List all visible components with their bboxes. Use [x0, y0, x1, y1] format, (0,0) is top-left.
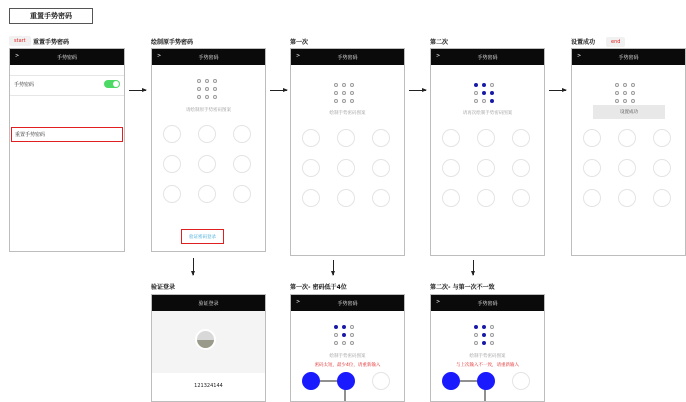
gesture-dot [334, 83, 338, 87]
gesture-dot [342, 91, 346, 95]
screen-second [430, 48, 545, 256]
screen-reset [9, 48, 125, 252]
gesture-dot [213, 87, 217, 91]
gesture-dot [205, 95, 209, 99]
draw-hint: 绘制手势密码图案 [329, 111, 366, 116]
gesture-preview [615, 83, 635, 103]
nav-title: 手势密码 [198, 54, 219, 61]
nav-title: 手势密码 [618, 54, 639, 61]
gesture-node[interactable] [233, 155, 251, 173]
gesture-node[interactable] [302, 189, 320, 207]
error-message: 密码太短，最少4位，请重新输入 [314, 363, 381, 368]
gesture-node[interactable] [512, 159, 530, 177]
gesture-node[interactable] [583, 129, 601, 147]
gesture-node[interactable] [618, 189, 636, 207]
avatar-area [152, 311, 265, 373]
gesture-node[interactable] [372, 129, 390, 147]
success-button[interactable]: 设置成功 [593, 105, 665, 119]
gesture-node-pressed[interactable] [337, 372, 355, 390]
back-icon[interactable]: > [296, 299, 301, 305]
screen-first [290, 48, 405, 256]
back-icon[interactable]: > [436, 53, 441, 59]
gesture-dot-selected [482, 91, 486, 95]
gesture-dot-selected [482, 83, 486, 87]
back-icon[interactable]: > [577, 53, 582, 59]
nav-bar [152, 295, 265, 311]
gesture-node-pressed[interactable] [477, 372, 495, 390]
nav-title: 手势密码 [337, 54, 358, 61]
draw-hint: 请绘制原手势密码图案 [186, 108, 231, 113]
gesture-dot [631, 83, 635, 87]
gesture-node[interactable] [477, 159, 495, 177]
gesture-pad[interactable] [302, 372, 390, 390]
nav-title: 验证登录 [198, 300, 219, 307]
gesture-node[interactable] [442, 129, 460, 147]
gesture-node[interactable] [372, 159, 390, 177]
gesture-node[interactable] [302, 129, 320, 147]
gesture-node[interactable] [233, 125, 251, 143]
screen-too-short [290, 294, 405, 402]
back-icon[interactable]: > [15, 53, 20, 59]
flow-arrow [129, 90, 146, 91]
nav-bar [10, 49, 124, 65]
flow-arrow [333, 260, 334, 275]
screen-label-mismatch: 第二次- 与第一次不一致 [430, 284, 495, 291]
nav-title: 手势密码 [337, 300, 358, 307]
nav-title: 手势密码 [56, 54, 77, 61]
nav-bar [152, 49, 265, 65]
gesture-dot [490, 83, 494, 87]
flow-arrow [270, 90, 287, 91]
screen-label-draw-original: 绘制原手势密码 [151, 39, 194, 46]
gesture-node[interactable] [337, 159, 355, 177]
gesture-pad[interactable] [163, 125, 251, 203]
gesture-node[interactable] [618, 159, 636, 177]
gesture-dot [205, 87, 209, 91]
gesture-dot [623, 99, 627, 103]
gesture-node[interactable] [372, 189, 390, 207]
gesture-pad[interactable] [302, 129, 390, 207]
gesture-dot [474, 91, 478, 95]
draw-hint: 绘制手势密码图案 [329, 354, 366, 359]
screen-label-success: 设置成功 [571, 39, 596, 46]
end-tag: end [606, 37, 625, 47]
gesture-node[interactable] [163, 125, 181, 143]
gesture-node[interactable] [583, 159, 601, 177]
gesture-node[interactable] [198, 125, 216, 143]
gesture-dot [474, 99, 478, 103]
gesture-node[interactable] [337, 189, 355, 207]
nav-title: 手势密码 [477, 300, 498, 307]
screen-label-first: 第一次 [290, 39, 309, 46]
nav-title: 手势密码 [477, 54, 498, 61]
gesture-node[interactable] [512, 129, 530, 147]
gesture-node[interactable] [337, 129, 355, 147]
start-tag: start [9, 36, 31, 46]
gesture-node[interactable] [653, 159, 671, 177]
flow-arrow [549, 90, 566, 91]
gesture-dot [334, 99, 338, 103]
gesture-pad[interactable] [442, 372, 530, 390]
gesture-dot [623, 83, 627, 87]
verify-password-login-link[interactable]: 验证密码登录 [181, 229, 224, 244]
screen-label-verify: 验证登录 [151, 284, 176, 291]
gesture-dot [205, 79, 209, 83]
gesture-node[interactable] [477, 129, 495, 147]
gesture-node[interactable] [583, 189, 601, 207]
account-number: 121324144 [194, 383, 223, 389]
gesture-dot [342, 83, 346, 87]
gesture-dot [350, 99, 354, 103]
gesture-toggle[interactable] [104, 80, 120, 88]
screen-label-second: 第二次 [430, 39, 449, 46]
screen-mismatch [430, 294, 545, 402]
draw-hint: 请再次绘制手势密码图案 [462, 111, 513, 116]
draw-hint: 绘制手势密码图案 [469, 354, 506, 359]
gesture-node-pressed[interactable] [442, 372, 460, 390]
avatar [195, 329, 216, 350]
flow-arrow [193, 258, 194, 275]
screen-label-reset: 重置手势密码 [33, 39, 70, 46]
nav-bar [291, 49, 404, 65]
gesture-pad[interactable] [442, 129, 530, 207]
screen-label-too-short: 第一次- 密码低于4位 [290, 284, 347, 291]
gesture-dot [631, 99, 635, 103]
gesture-dot [623, 91, 627, 95]
gesture-pad[interactable] [583, 129, 671, 207]
gesture-node[interactable] [653, 129, 671, 147]
gesture-node[interactable] [442, 159, 460, 177]
gesture-dot [350, 91, 354, 95]
reset-gesture-label: 重置手势密码 [15, 132, 46, 138]
screen-draw-original [151, 48, 266, 252]
reset-gesture-row[interactable] [11, 127, 123, 142]
gesture-node[interactable] [372, 372, 390, 390]
toggle-label: 手势密码 [14, 82, 35, 88]
gesture-dot [197, 95, 201, 99]
page-title: 重置手势密码 [9, 8, 93, 24]
gesture-node[interactable] [512, 189, 530, 207]
gesture-dot-selected [474, 83, 478, 87]
gesture-node[interactable] [163, 185, 181, 203]
gesture-dot [631, 91, 635, 95]
gesture-node[interactable] [163, 155, 181, 173]
back-icon[interactable]: > [436, 299, 441, 305]
gesture-dot [197, 87, 201, 91]
back-icon[interactable]: > [296, 53, 301, 59]
gesture-preview [197, 79, 217, 99]
gesture-dot [213, 95, 217, 99]
flow-arrow [473, 260, 474, 275]
gesture-dot [342, 99, 346, 103]
gesture-node[interactable] [198, 185, 216, 203]
gesture-node[interactable] [477, 189, 495, 207]
gesture-dot [213, 79, 217, 83]
flow-arrow [409, 90, 426, 91]
gesture-preview [334, 83, 354, 103]
gesture-dot [482, 99, 486, 103]
gesture-node[interactable] [302, 159, 320, 177]
gesture-node[interactable] [442, 189, 460, 207]
gesture-preview [474, 83, 494, 103]
screen-success [571, 48, 686, 256]
gesture-dot [197, 79, 201, 83]
gesture-dot-selected [490, 99, 494, 103]
gesture-node-pressed[interactable] [302, 372, 320, 390]
nav-bar [572, 49, 685, 65]
gesture-dot [615, 99, 619, 103]
back-icon[interactable]: > [157, 53, 162, 59]
gesture-dot [350, 83, 354, 87]
gesture-dot [615, 83, 619, 87]
gesture-node[interactable] [233, 185, 251, 203]
error-message: 与上次输入不一致，请重新输入 [456, 363, 519, 368]
gesture-node[interactable] [198, 155, 216, 173]
gesture-dot-selected [490, 91, 494, 95]
gesture-dot [334, 91, 338, 95]
toggle-knob [113, 81, 119, 87]
screen-verify [151, 294, 266, 402]
gesture-node[interactable] [512, 372, 530, 390]
gesture-dot [615, 91, 619, 95]
gesture-node[interactable] [618, 129, 636, 147]
gesture-node[interactable] [653, 189, 671, 207]
nav-bar [431, 49, 544, 65]
